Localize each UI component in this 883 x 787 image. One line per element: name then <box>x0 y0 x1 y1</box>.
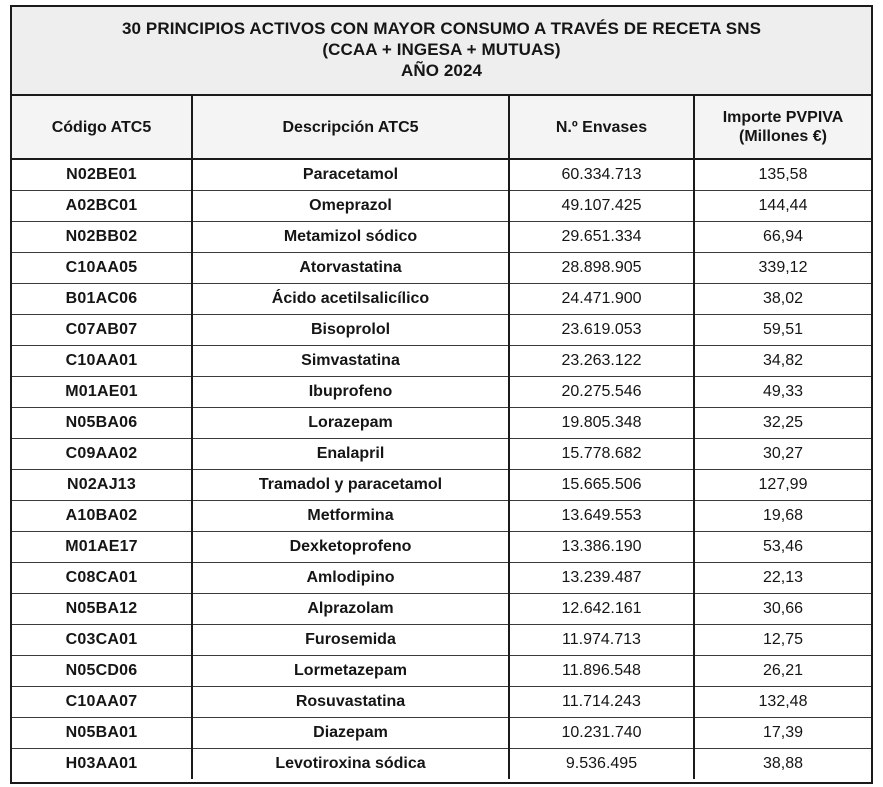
cell-code: N05CD06 <box>12 655 192 686</box>
cell-packages: 60.334.713 <box>509 159 694 190</box>
cell-description: Enalapril <box>192 438 509 469</box>
cell-packages: 9.536.495 <box>509 748 694 779</box>
table-body <box>12 159 871 779</box>
column-header-amount-line-2: (Millones €) <box>738 128 827 145</box>
cell-packages: 11.714.243 <box>509 686 694 717</box>
cell-description: Metamizol sódico <box>192 221 509 252</box>
cell-description: Simvastatina <box>192 345 509 376</box>
table-row <box>12 376 871 407</box>
table-row <box>12 407 871 438</box>
cell-code: C07AB07 <box>12 314 192 345</box>
cell-code: N02BE01 <box>12 159 192 190</box>
cell-amount: 132,48 <box>694 686 871 717</box>
table-row <box>12 469 871 500</box>
cell-packages: 13.649.553 <box>509 500 694 531</box>
cell-amount: 30,66 <box>694 593 871 624</box>
table-row <box>12 283 871 314</box>
cell-code: N02AJ13 <box>12 469 192 500</box>
table-row <box>12 748 871 779</box>
cell-amount: 38,02 <box>694 283 871 314</box>
cell-amount: 144,44 <box>694 190 871 221</box>
cell-description: Ácido acetilsalicílico <box>192 283 509 314</box>
cell-description: Diazepam <box>192 717 509 748</box>
table-row <box>12 314 871 345</box>
cell-amount: 22,13 <box>694 562 871 593</box>
cell-code: B01AC06 <box>12 283 192 314</box>
table-row <box>12 686 871 717</box>
cell-packages: 20.275.546 <box>509 376 694 407</box>
cell-code: H03AA01 <box>12 748 192 779</box>
cell-code: M01AE01 <box>12 376 192 407</box>
column-header-amount <box>694 96 871 159</box>
report-title-block <box>12 7 871 96</box>
table-row <box>12 593 871 624</box>
cell-packages: 49.107.425 <box>509 190 694 221</box>
cell-description: Furosemida <box>192 624 509 655</box>
cell-code: M01AE17 <box>12 531 192 562</box>
cell-packages: 23.263.122 <box>509 345 694 376</box>
table-row <box>12 562 871 593</box>
table-row <box>12 252 871 283</box>
cell-description: Ibuprofeno <box>192 376 509 407</box>
table-row <box>12 190 871 221</box>
cell-description: Rosuvastatina <box>192 686 509 717</box>
table-header-row <box>12 96 871 159</box>
cell-code: A02BC01 <box>12 190 192 221</box>
cell-packages: 13.239.487 <box>509 562 694 593</box>
table-row <box>12 655 871 686</box>
cell-packages: 24.471.900 <box>509 283 694 314</box>
table-row <box>12 531 871 562</box>
cell-amount: 30,27 <box>694 438 871 469</box>
cell-amount: 32,25 <box>694 407 871 438</box>
cell-amount: 34,82 <box>694 345 871 376</box>
cell-description: Paracetamol <box>192 159 509 190</box>
cell-code: C10AA07 <box>12 686 192 717</box>
cell-amount: 339,12 <box>694 252 871 283</box>
cell-amount: 49,33 <box>694 376 871 407</box>
cell-amount: 59,51 <box>694 314 871 345</box>
cell-amount: 135,58 <box>694 159 871 190</box>
cell-packages: 23.619.053 <box>509 314 694 345</box>
cell-amount: 12,75 <box>694 624 871 655</box>
table-header <box>12 96 871 159</box>
cell-description: Lormetazepam <box>192 655 509 686</box>
cell-description: Atorvastatina <box>192 252 509 283</box>
cell-code: C09AA02 <box>12 438 192 469</box>
cell-packages: 19.805.348 <box>509 407 694 438</box>
cell-description: Dexketoprofeno <box>192 531 509 562</box>
cell-packages: 29.651.334 <box>509 221 694 252</box>
cell-code: A10BA02 <box>12 500 192 531</box>
cell-description: Alprazolam <box>192 593 509 624</box>
cell-amount: 66,94 <box>694 221 871 252</box>
cell-code: N02BB02 <box>12 221 192 252</box>
cell-packages: 11.974.713 <box>509 624 694 655</box>
cell-packages: 15.665.506 <box>509 469 694 500</box>
cell-packages: 10.231.740 <box>509 717 694 748</box>
cell-amount: 17,39 <box>694 717 871 748</box>
cell-description: Levotiroxina sódica <box>192 748 509 779</box>
table-row <box>12 221 871 252</box>
table-row <box>12 159 871 190</box>
cell-code: C03CA01 <box>12 624 192 655</box>
cell-description: Tramadol y paracetamol <box>192 469 509 500</box>
cell-code: C10AA05 <box>12 252 192 283</box>
column-header-description: Descripción ATC5 <box>192 96 509 159</box>
cell-packages: 12.642.161 <box>509 593 694 624</box>
cell-description: Amlodipino <box>192 562 509 593</box>
column-header-amount-line-1: Importe PVPIVA <box>722 109 844 126</box>
cell-description: Lorazepam <box>192 407 509 438</box>
cell-amount: 38,88 <box>762 754 804 772</box>
report-title-line-3: AÑO 2024 <box>400 61 483 80</box>
cell-amount: 26,21 <box>694 655 871 686</box>
report-title-line-1: 30 PRINCIPIOS ACTIVOS CON MAYOR CONSUMO A TRAVÉS DE RECETA SNS <box>121 19 762 38</box>
table-row <box>12 500 871 531</box>
cell-amount: 19,68 <box>694 500 871 531</box>
report-title-line-2: (CCAA + INGESA + MUTUAS) <box>322 40 561 59</box>
cell-code: C08CA01 <box>12 562 192 593</box>
cell-packages: 15.778.682 <box>509 438 694 469</box>
table-row <box>12 438 871 469</box>
table-row <box>12 624 871 655</box>
cell-description: Omeprazol <box>192 190 509 221</box>
cell-packages: 11.896.548 <box>509 655 694 686</box>
report-frame <box>10 5 873 784</box>
table-row <box>12 345 871 376</box>
cell-description: Metformina <box>192 500 509 531</box>
cell-code: N05BA01 <box>12 717 192 748</box>
column-header-code: Código ATC5 <box>12 96 192 159</box>
cell-description: Bisoprolol <box>192 314 509 345</box>
atc-consumption-table <box>12 96 871 779</box>
column-header-packages: N.º Envases <box>509 96 694 159</box>
cell-amount: 53,46 <box>694 531 871 562</box>
cell-code: N05BA12 <box>12 593 192 624</box>
cell-packages: 28.898.905 <box>509 252 694 283</box>
cell-code: N05BA06 <box>12 407 192 438</box>
table-row <box>12 717 871 748</box>
cell-packages: 13.386.190 <box>509 531 694 562</box>
cell-amount: 127,99 <box>694 469 871 500</box>
cell-code: C10AA01 <box>12 345 192 376</box>
